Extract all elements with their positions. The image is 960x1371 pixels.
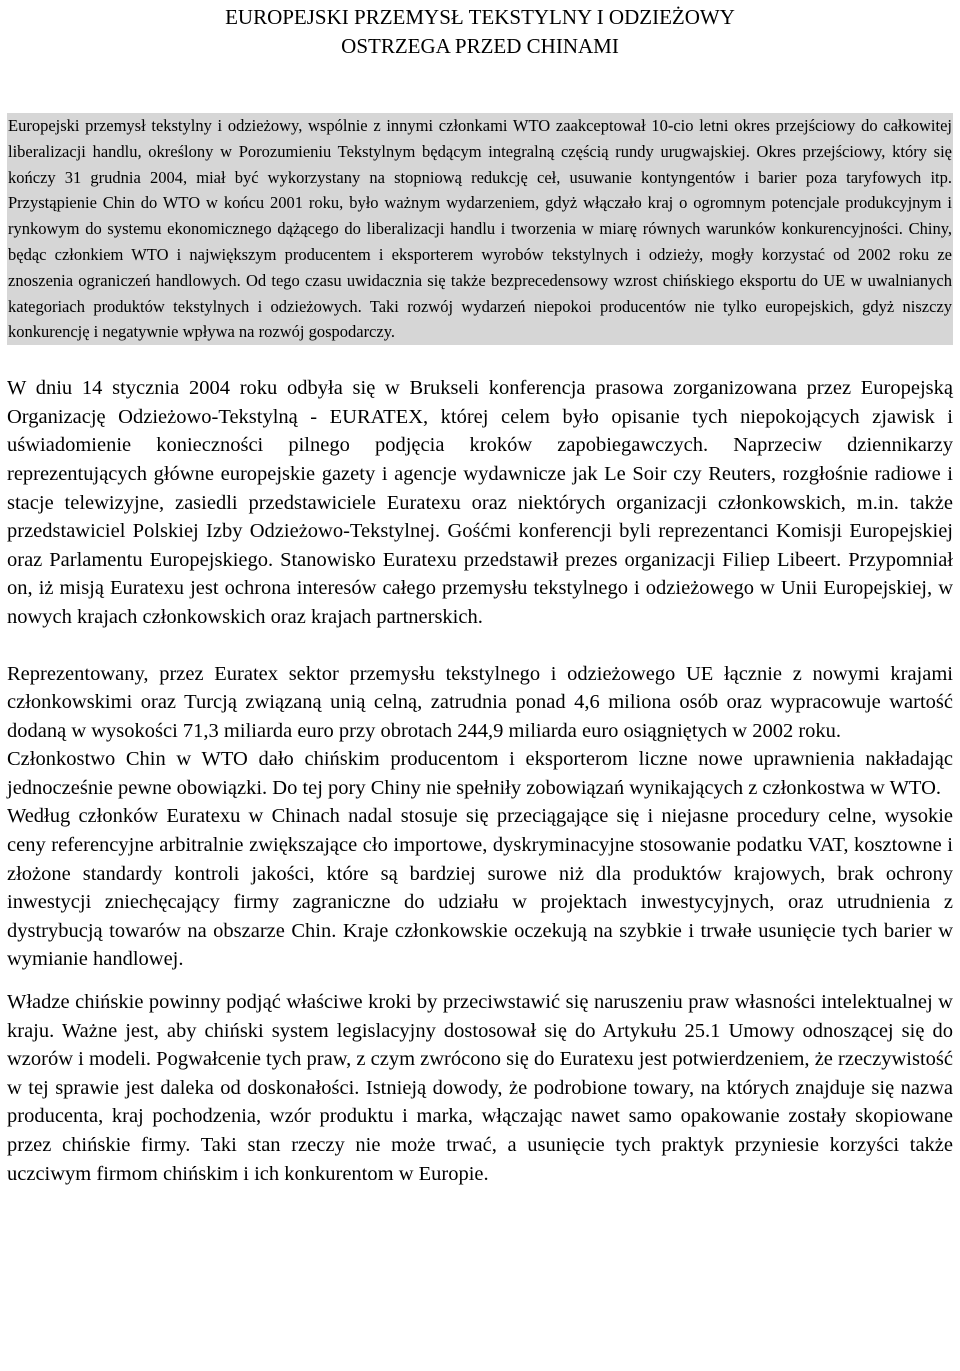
paragraph-intellectual-property: Władze chińskie powinny podjąć właściwe kroki by przeciwstawić się naruszeniu praw własności intelektualnej w kraju. Ważne jest, aby chiński system legislacyjny dostosował się do Artykułu 25.1 Umowy odnoszącej się do wzorów i modeli. Pogwałcenie tych praw, z czym zwrócono się do Euratexu jest potwierdzeniem, że rzeczywistość w tej sprawie jest daleka od doskonałości. Istnieją dowody, że podrobione towary, na których znajduje się nazwa producenta, kraj pochodzenia, wzór produktu i marka, włączając nawet samo opakowanie zostały skopiowane przez chińskie firmy. Taki stan rzeczy nie może trwać, a usunięcie tych praktyk przyniesie korzyści także uczciwym firmom chińskim i ich konkurentom w Europie. (7, 991, 953, 1185)
document-page (7, 0, 953, 1188)
lead-paragraph-highlighted: Europejski przemysł tekstylny i odzieżowy, wspólnie z innymi członkami WTO zaakceptował 10-cio letni okres przejściowy do całkowitej liberalizacji handlu, określony w Porozumieniu Tekstylnym będącym integralną częścią rundy urugwajskiej. Okres przejściowy, który się kończy 31 grudnia 2004, miał być wykorzystany na stopniową redukcję ceł, usuwanie kontyngentów i barier poza taryfowych itp. Przystąpienie Chin do WTO w końcu 2001 roku, było ważnym wydarzeniem, gdyż włączało kraj o ogromnym potencjale produkcyjnym i rynkowym do systemu ekonomicznego dążącego do liberalizacji handlu i tworzenia w miarę równych warunków konkurencyjności. Chiny, będąc członkiem WTO i największym producentem i eksporterem wyrobów tekstylnych i odzieży, mogły korzystać od 2002 roku ze znoszenia ograniczeń handlowych. Od tego czasu uwidacznia się także bezprecedensowy wzrost chińskiego eksportu do UE w uwalnianych kategoriach produktów tekstylnych i odzieżowych. Taki rozwój wydarzeń niepokoi producentów nie tylko europejskich, gdyż niszczy konkurencję i negatywnie wpływa na rozwój gospodarczy. (7, 113, 953, 345)
paragraph-wto-membership: Członkostwo Chin w WTO dało chińskim producentom i eksporterom liczne nowe uprawnienia nakładając jednocześnie pewne obowiązki. Do tej pory Chiny nie spełniły zobowiązań wynikających z członkostwa w WTO. (7, 748, 953, 799)
paragraph-sector-stats: Reprezentowany, przez Euratex sektor przemysłu tekstylnego i odzieżowego UE łącznie z nowymi krajami członkowskimi oraz Turcją związaną unią celną, zatrudnia ponad 4,6 miliona osób oraz wypracowuje wartość dodaną w wysokości 71,3 miliarda euro przy obrotach 244,9 miliarda euro osiągniętych w 2002 roku. (7, 662, 953, 742)
title-line-2: OSTRZEGA PRZED CHINAMI (341, 34, 619, 58)
paragraph-trade-barriers: Według członków Euratexu w Chinach nadal stosuje się przeciągające się i niejasne procedury celne, wysokie ceny referencyjne arbitralnie zwiększające cło importowe, dyskryminacyjne stosowanie podatku VAT, kosztowne i złożone standardy kontroli jakości, które są bardziej surowe niż dla produktów krajowych, brak ochrony inwestycji zniechęcający firmy zagraniczne do udziału w projektach inwestycyjnych, oraz utrudnienia z dystrybucją towarów na obszarze Chin. Kraje członkowskie oczekują na szybkie i trwałe usunięcie tych barier w wymianie handlowej. (7, 805, 953, 971)
paragraph-conference: W dniu 14 stycznia 2004 roku odbyła się w Brukseli konferencja prasowa zorganizowana przez Europejską Organizację Odzieżowo-Tekstylną - EURATEX, której celem było opisanie tych niepokojących zjawisk i uświadomienie konieczności pilnego podjęcia kroków zapobiegawczych. Naprzeciw dziennikarzy reprezentujących główne europejskie gazety i agencje wydawnicze jak Le Soir czy Reuters, rozgłośnie radiowe i stacje telewizyjne, zasiedli przedstawiciele Euratexu oraz niektórych organizacji członkowskich, m.in. także przedstawiciel Polskiej Izby Odzieżowo-Tekstylnej. Gośćmi konferencji byli reprezentanci Komisji Europejskiej oraz Parlamentu Europejskiego. Stanowisko Euratexu przedstawił prezes organizacji Filiep Libeert. Przypomniał on, iż misją Euratexu jest ochrona interesów całego przemysłu tekstylnego i odzieżowego w Unii Europejskiej, w nowych krajach członkowskich oraz krajach partnerskich. (7, 377, 953, 628)
document-title (7, 0, 953, 61)
title-line-1: EUROPEJSKI PRZEMYSŁ TEKSTYLNY I ODZIEŻOWY (225, 5, 735, 29)
